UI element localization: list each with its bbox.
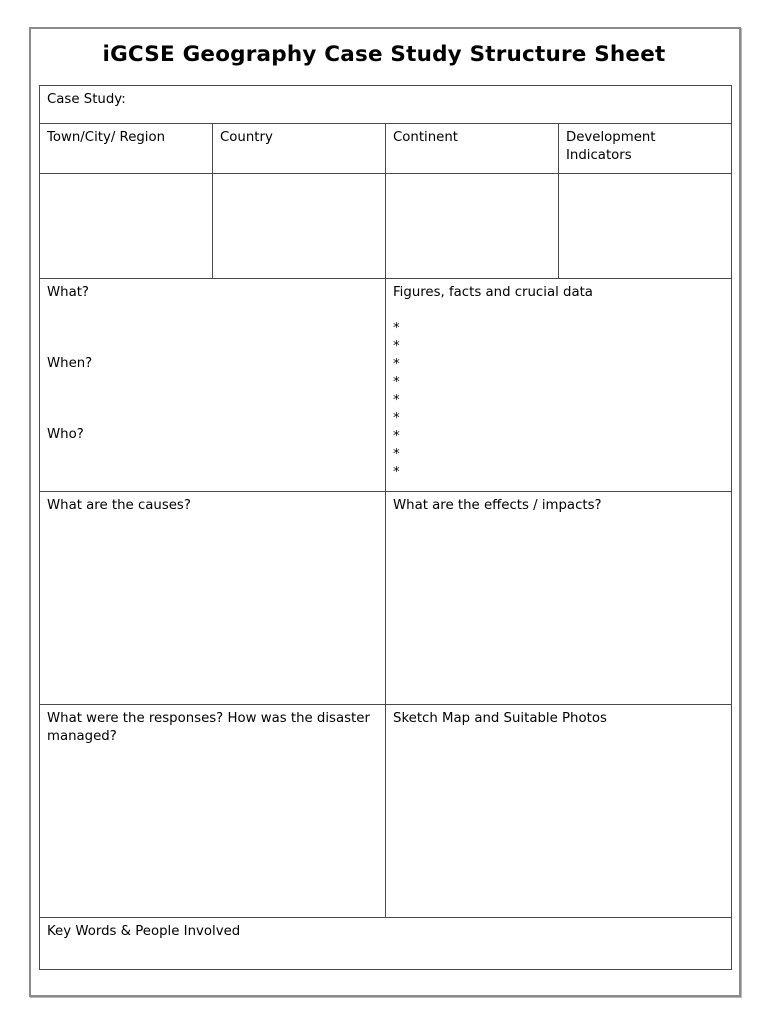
continent-header: Continent bbox=[386, 124, 559, 174]
case-study-cell[interactable] bbox=[40, 86, 732, 124]
figures-bullet-list bbox=[393, 320, 724, 482]
what-label: What? bbox=[47, 285, 89, 300]
key-words-cell[interactable] bbox=[40, 918, 732, 970]
country-header: Country bbox=[213, 124, 386, 174]
bullet-marker: * bbox=[393, 321, 400, 336]
responses-label: What were the responses? How was the disaster managed? bbox=[47, 711, 370, 744]
case-study-label: Case Study: bbox=[47, 92, 126, 107]
town-city-region-header: Town/City/ Region bbox=[40, 124, 213, 174]
responses-cell[interactable] bbox=[40, 705, 386, 918]
country-cell[interactable] bbox=[213, 174, 386, 279]
sketch-map-cell[interactable] bbox=[386, 705, 732, 918]
development-indicators-header: Development Indicators bbox=[559, 124, 732, 174]
bullet-marker: * bbox=[393, 447, 400, 462]
when-label: When? bbox=[47, 356, 93, 371]
town-city-region-cell[interactable] bbox=[40, 174, 213, 279]
sketch-map-label: Sketch Map and Suitable Photos bbox=[393, 711, 607, 726]
figures-cell[interactable] bbox=[386, 279, 732, 492]
bullet-marker: * bbox=[393, 375, 400, 390]
case-study-table bbox=[39, 85, 732, 970]
development-indicators-cell[interactable] bbox=[559, 174, 732, 279]
causes-label: What are the causes? bbox=[47, 498, 191, 513]
bullet-marker: * bbox=[393, 465, 400, 480]
effects-label: What are the effects / impacts? bbox=[393, 498, 602, 513]
what-when-who-cell[interactable] bbox=[40, 279, 386, 492]
who-label: Who? bbox=[47, 427, 84, 442]
causes-cell[interactable] bbox=[40, 492, 386, 705]
figures-label: Figures, facts and crucial data bbox=[393, 285, 593, 300]
bullet-marker: * bbox=[393, 357, 400, 372]
bullet-marker: * bbox=[393, 393, 400, 408]
effects-cell[interactable] bbox=[386, 492, 732, 705]
bullet-marker: * bbox=[393, 339, 400, 354]
bullet-marker: * bbox=[393, 429, 400, 444]
bullet-marker: * bbox=[393, 411, 400, 426]
page-title: iGCSE Geography Case Study Structure Sheet bbox=[102, 42, 666, 67]
continent-cell[interactable] bbox=[386, 174, 559, 279]
key-words-label: Key Words & People Involved bbox=[47, 924, 241, 939]
